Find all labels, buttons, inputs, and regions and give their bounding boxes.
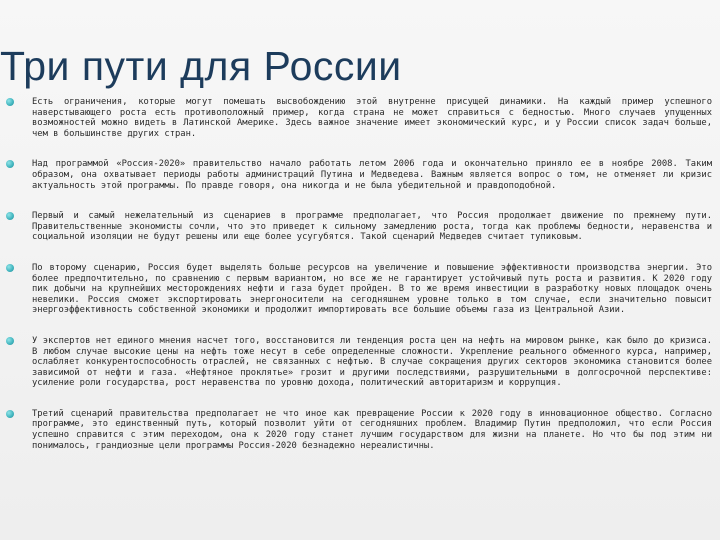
bullet-text: Первый и самый нежелательный из сценариев в программе предполагает, что Россия продолжает движение по прежнему пути. Правительственные экономисты сочли, что это приведет к сильному замедлению роста, тогда как проблемы бедности, неравенства и социальной изоляции не будут решены или еще более усугубятся. Такой сценарий Медведев считает тупиковым. [32,211,712,243]
bullet-dot-icon [6,410,14,418]
bullet-dot-icon [6,337,14,345]
bullet-dot-icon [6,160,14,168]
slide-title: Три пути для России [0,43,402,89]
bullet-text: По второму сценарию, Россия будет выделять больше ресурсов на увеличение и повышение эффективности производства энергии. Это более предпочтительно, по сравнению с первым вариантом, но все же не гарантирует устойчивый путь роста и развития. К 2020 году пик добычи на крупнейших месторождениях нефти и газа будет пройден. В то же время инвестиции в разработку новых площадок очень невелики. Россия сможет экспортировать энергоносители на сегодняшнем уровне только в том случае, если значительно повысит энергоэффективность собственной экономики и продолжит импортировать все большие объемы газа из Центральной Азии. [32,262,712,316]
bullet-item-5 [6,336,712,389]
bullet-text: Есть ограничения, которые могут помешать высвобождению этой внутренне присущей динамики. На каждый пример успешного наверстывающего роста есть противоположный пример, когда страна не может справиться с бедностью. Много случаев упущенных возможностей можно видеть в Латинской Америке. Здесь важное значение имеет экономический курс, и у России список задач больше, чем в большинстве других стран. [32,97,712,139]
bullet-text: Над программой «Россия-2020» правительство начало работать летом 2006 года и окончательно приняло ее в ноябре 2008. Таким образом, она охватывает периоды работы администраций Путина и Медведева. Важным является вопрос о том, не отменяет ли кризис актуальность этой программы. По правде говоря, она никогда и не была убедительной и правдоподобной. [32,159,712,191]
bullet-item-6 [6,409,712,451]
bullet-text: Третий сценарий правительства предполагает не что иное как превращение России к 2020 году в инновационное общество. Согласно программе, это единственный путь, который позволит уйти от сегодняшних проблем. Владимир Путин предположил, что если Россия успешно справится с этим переходом, она к 2020 году станет лучшим государством для жизни на планете. Но что бы под этим ни понималось, грандиозные цели программы Россия-2020 безнадежно нереалистичны. [32,408,712,451]
bullet-dot-icon [6,264,14,272]
bullet-item-4 [6,263,712,316]
bullet-item-3 [6,211,712,243]
bullet-item-1 [6,97,712,139]
bullet-dot-icon [6,98,14,106]
bullet-item-2 [6,159,712,191]
bullet-list [6,97,712,451]
bullet-text: У экспертов нет единого мнения насчет того, восстановится ли тенденция роста цен на нефть на мировом рынке, как было до кризиса. В любом случае высокие цены на нефть тоже несут в себе определенные сложности. Укрепление реального обменного курса, например, ослабляет конкурентоспособность отраслей, не связанных с нефтью. В случае сокращения других секторов экономика становится более зависимой от нефти и газа. «Нефтяное проклятье» грозит и другими последствиями, разрушительными в долгосрочной перспективе: усиление роли государства, рост неравенства по уровню дохода, политический авторитаризм и коррупция. [32,335,712,389]
bullet-dot-icon [6,212,14,220]
